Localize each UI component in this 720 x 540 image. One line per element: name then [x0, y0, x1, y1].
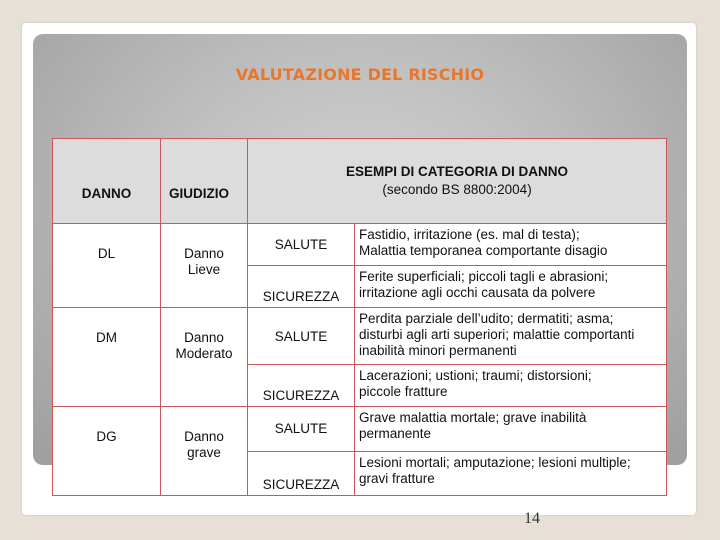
page-number: 14 [524, 510, 540, 527]
category-sicurezza: SICUREZZA [248, 451, 355, 495]
damage-code: DM [53, 308, 161, 407]
category-salute: SALUTE [248, 223, 355, 265]
table-header-row [53, 139, 667, 224]
category-salute: SALUTE [248, 308, 355, 364]
slide-title: VALUTAZIONE DEL RISCHIO [235, 65, 485, 84]
table-row [53, 308, 667, 364]
category-sicurezza: SICUREZZA [248, 266, 355, 308]
table-row [53, 223, 667, 265]
damage-judgment: Danno Moderato [161, 308, 248, 407]
example-sicurezza: Lacerazioni; ustioni; traumi; distorsioni; piccole fratture [355, 364, 667, 406]
table-row [53, 407, 667, 451]
risk-table [52, 138, 666, 496]
example-salute: Fastidio, irritazione (es. mal di testa); Malattia temporanea comportante disagio [355, 223, 667, 265]
example-salute: Grave malattia mortale; grave inabilità permanente [355, 407, 667, 451]
damage-code: DG [53, 407, 161, 496]
category-salute: SALUTE [248, 407, 355, 451]
header-esempi-subtitle: (secondo BS 8800:2004) [382, 182, 532, 198]
header-giudizio: GIUDIZIO [161, 139, 248, 224]
header-esempi [248, 139, 667, 224]
header-danno: DANNO [53, 139, 161, 224]
example-sicurezza: Lesioni mortali; amputazione; lesioni multiple; gravi fratture [355, 451, 667, 495]
header-esempi-title: ESEMPI DI CATEGORIA DI DANNO [346, 164, 569, 180]
category-sicurezza: SICUREZZA [248, 364, 355, 406]
example-salute: Perdita parziale dell’udito; dermatiti; asma; disturbi agli arti superiori; malattie comportanti inabilità minori permanenti [355, 308, 667, 364]
damage-judgment: Danno Lieve [161, 223, 248, 308]
example-sicurezza: Ferite superficiali; piccoli tagli e abrasioni; irritazione agli occhi causata da polvere [355, 266, 667, 308]
damage-code: DL [53, 223, 161, 308]
damage-judgment: Danno grave [161, 407, 248, 496]
